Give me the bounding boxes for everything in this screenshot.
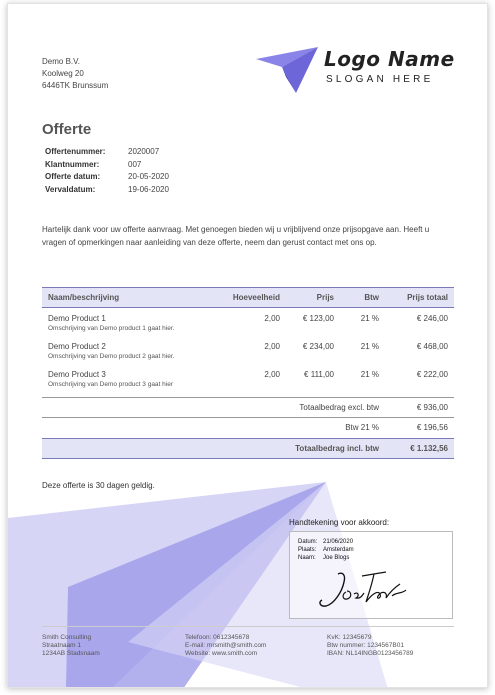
meta-label: Vervaldatum:	[45, 184, 96, 194]
subtotal-label: Totaalbedrag excl. btw	[299, 402, 379, 412]
product-name: Demo Product 1	[48, 314, 106, 323]
logo-name: Logo Name	[324, 47, 455, 71]
signature-field-value: 21/06/2020	[323, 539, 354, 545]
sender-name: Demo B.V.	[42, 57, 80, 66]
paper-plane-icon	[256, 47, 318, 93]
vat-row	[42, 417, 454, 436]
footer-company	[42, 634, 100, 658]
product-vat: 21 %	[360, 370, 379, 379]
footer-line: Btw nummer: 1234567B01	[327, 642, 404, 649]
table-row	[42, 308, 454, 336]
meta-label: Klantnummer:	[45, 159, 100, 169]
header-vat: Btw	[364, 293, 379, 302]
product-qty: 2,00	[264, 314, 280, 323]
product-total: € 468,00	[416, 342, 448, 351]
meta-row	[45, 184, 169, 197]
product-name: Demo Product 2	[48, 342, 106, 351]
footer	[42, 626, 454, 657]
footer-line: E-mail: mrsmith@smith.com	[185, 642, 267, 649]
table-row	[42, 364, 454, 392]
product-description: Omschrijving van Demo product 3 gaat hier	[48, 381, 174, 388]
vat-value: € 196,56	[416, 422, 448, 432]
footer-line: KvK: 12345679	[327, 634, 372, 641]
handwritten-signature-icon	[316, 566, 412, 612]
meta-value: 2020007	[128, 147, 160, 156]
validity-note: Deze offerte is 30 dagen geldig.	[42, 481, 155, 490]
signature-field-value: Amsterdam	[323, 547, 354, 553]
document-title: Offerte	[42, 121, 92, 138]
footer-line: Straatnaam 1	[42, 642, 82, 649]
footer-line: 1234AB Stadsnaam	[42, 650, 100, 657]
footer-registration	[327, 634, 413, 658]
product-price: € 234,00	[302, 342, 334, 351]
signature-label: Handtekening voor akkoord:	[289, 518, 390, 527]
company-logo	[256, 45, 456, 97]
items-table	[42, 287, 454, 453]
meta-label: Offerte datum:	[45, 172, 101, 181]
product-qty: 2,00	[264, 342, 280, 351]
product-description: Omschrijving van Demo product 2 gaat hier.	[48, 353, 175, 360]
header-qty: Hoeveelheid	[232, 293, 280, 302]
signature-details	[298, 538, 354, 562]
header-price: Prijs	[316, 293, 334, 302]
product-vat: 21 %	[360, 314, 379, 323]
signature-box	[289, 531, 453, 619]
footer-contact	[185, 634, 266, 658]
grand-total-row	[42, 438, 454, 459]
intro-text: Hartelijk dank voor uw offerte aanvraag. Met genoegen bieden wij u vrijblijvend onze prijsopgave aan. Heeft u vragen of opmerkingen naar aanleiding van deze offerte, neem dan gerust contact met ons op.	[42, 225, 430, 247]
product-total: € 246,00	[416, 314, 448, 323]
product-description: Omschrijving van Demo product 1 gaat hier.	[48, 325, 175, 332]
product-vat: 21 %	[360, 342, 379, 351]
product-price: € 123,00	[302, 314, 334, 323]
quote-document	[7, 3, 488, 688]
product-price: € 111,00	[304, 370, 334, 379]
meta-row	[45, 171, 169, 184]
quote-meta	[45, 146, 169, 196]
footer-line: Smith Consulting	[42, 634, 92, 641]
meta-label: Offertenummer:	[45, 147, 106, 156]
meta-value: 007	[128, 159, 142, 169]
product-qty: 2,00	[264, 370, 280, 379]
logo-slogan: SLOGAN HERE	[326, 74, 434, 85]
table-header	[42, 287, 454, 308]
signature-field-label: Datum:	[298, 539, 318, 545]
table-row	[42, 336, 454, 364]
sender-address	[42, 56, 108, 92]
footer-line: IBAN: NL14INGB0123456789	[327, 650, 414, 657]
header-total: Prijs totaal	[407, 293, 448, 302]
sender-street: Koolweg 20	[42, 69, 84, 78]
meta-row	[45, 159, 169, 172]
grand-total-label: Totaalbedrag incl. btw	[295, 444, 379, 453]
meta-row	[45, 146, 169, 159]
vat-label: Btw 21 %	[345, 422, 379, 432]
signature-field-label: Plaats:	[298, 547, 317, 553]
subtotal-row	[42, 397, 454, 416]
sender-city: 6446TK Brunssum	[42, 81, 109, 90]
footer-line: Telefoon: 0612345678	[185, 634, 250, 641]
meta-value: 20-05-2020	[128, 172, 169, 181]
signature-field-label: Naam:	[298, 555, 316, 561]
signature-field-value: Joe Blogs	[323, 555, 350, 561]
product-name: Demo Product 3	[48, 370, 106, 379]
product-total: € 222,00	[416, 370, 448, 379]
meta-value: 19-06-2020	[128, 184, 169, 194]
header-name: Naam/beschrijving	[48, 293, 120, 302]
subtotal-value: € 936,00	[416, 402, 448, 412]
grand-total-value: € 1.132,56	[410, 444, 448, 453]
footer-line: Website: www.smith.com	[185, 650, 258, 657]
